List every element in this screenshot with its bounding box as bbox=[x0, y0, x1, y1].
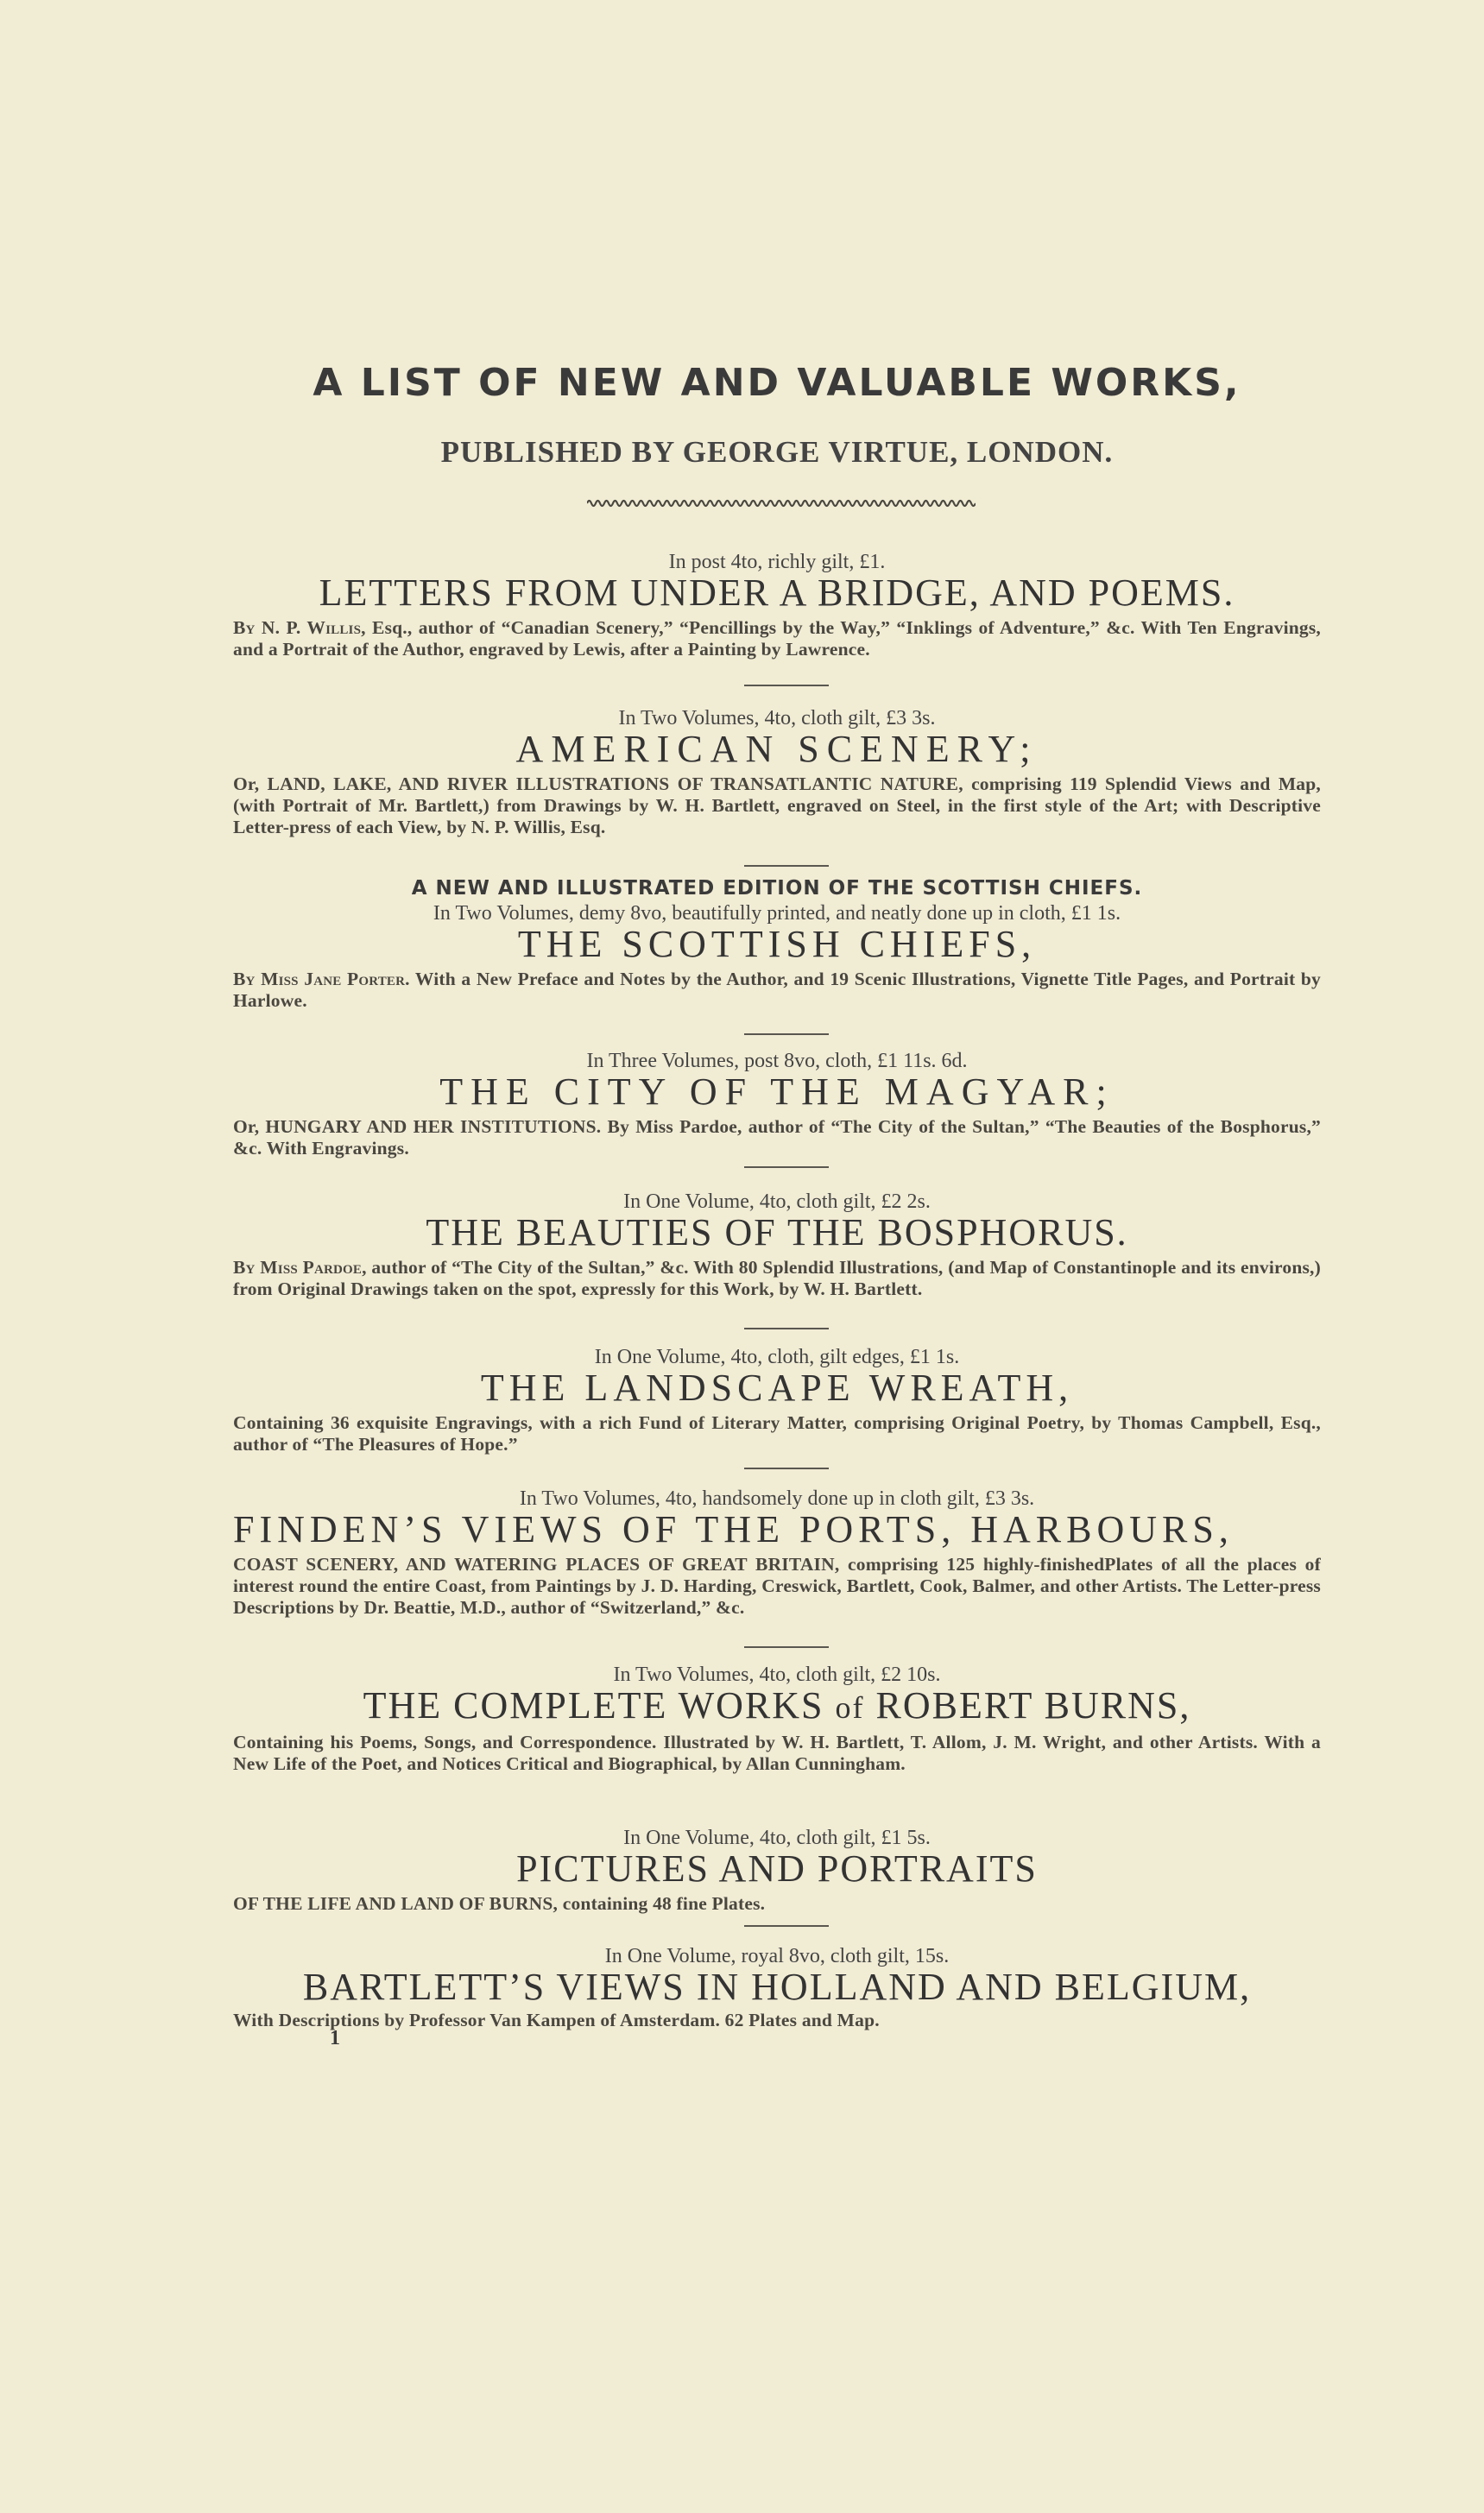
entry-description-text: comprising 125 highly-finishedPlates of all the places of interest round the entire Coast, from Paintings by J. D. Harding, Creswick, Bartlett, Cook, Balmer, and other Artists. The Letter-press Descriptions by Dr. Beattie, M.D., author of “Switzerland,” &c. bbox=[233, 1554, 1321, 1618]
page-number: 1 bbox=[330, 2027, 340, 2049]
entry-title: AMERICAN SCENERY; bbox=[515, 728, 1039, 770]
entry-description bbox=[233, 617, 1321, 660]
entry-price: In Two Volumes, 4to, handsomely done up in cloth gilt, £3 3s. bbox=[519, 1487, 1035, 1510]
entry-findens-views bbox=[233, 1487, 1321, 1619]
entry-title bbox=[233, 1684, 1321, 1727]
entry-price: In One Volume, 4to, cloth gilt, £1 5s. bbox=[623, 1827, 931, 1849]
entry-description bbox=[233, 1257, 1321, 1300]
entry-complete-works-robert-burns bbox=[233, 1663, 1321, 1775]
entry-landscape-wreath bbox=[233, 1345, 1321, 1455]
entry-beauties-of-the-bosphorus bbox=[233, 1190, 1321, 1300]
entry-price: In Two Volumes, demy 8vo, beautifully printed, and neatly done up in cloth, £1 1s. bbox=[433, 902, 1121, 925]
entry-title-of: of bbox=[835, 1690, 865, 1725]
entry-title-part: ROBERT BURNS, bbox=[875, 1684, 1191, 1727]
entry-description-text: his Poems, Songs, and Correspondence. Illustrated by W. H. Bartlett, T. Allom, J. M. Wright, and other Artists. With a New Life of the Poet, and Notices Critical and Biographical, by Allan Cunningham. bbox=[233, 1732, 1321, 1774]
section-divider bbox=[744, 1033, 829, 1035]
entry-price: In One Volume, royal 8vo, cloth gilt, 15s. bbox=[604, 1945, 950, 1967]
entry-letters-from-under-a-bridge bbox=[233, 550, 1321, 660]
entry-description-text: Descriptions by Professor Van Kampen of Amsterdam. 62 Plates and Map. bbox=[278, 2010, 880, 2030]
entry-description-lead: Containing bbox=[233, 1412, 324, 1433]
entry-price: In One Volume, 4to, cloth, gilt edges, £1 1s. bbox=[594, 1346, 960, 1368]
section-divider bbox=[744, 865, 829, 867]
wavy-ornament bbox=[587, 496, 976, 510]
entry-description-lead: By Miss Pardoe, bbox=[233, 1257, 367, 1278]
entry-title-part: THE COMPLETE WORKS bbox=[363, 1684, 824, 1727]
entry-description bbox=[233, 1893, 1321, 1915]
entry-description bbox=[233, 969, 1321, 1012]
entry-description-lead: Or, LAND, LAKE, AND RIVER ILLUSTRATIONS OF TRANSATLANTIC NATURE, bbox=[233, 773, 963, 794]
entry-pictures-and-portraits bbox=[233, 1826, 1321, 1915]
entry-city-of-the-magyar bbox=[233, 1049, 1321, 1159]
section-divider bbox=[744, 685, 829, 686]
publisher-subtitle: PUBLISHED BY GEORGE VIRTUE, LONDON. bbox=[440, 435, 1114, 469]
section-divider bbox=[744, 1925, 829, 1927]
entry-title: PICTURES AND PORTRAITS bbox=[516, 1847, 1038, 1890]
entry-description bbox=[233, 2010, 1321, 2031]
entry-description-lead: By N. P. Willis, bbox=[233, 617, 366, 638]
entry-headline: A NEW AND ILLUSTRATED EDITION OF THE SCOTTISH CHIEFS. bbox=[411, 877, 1143, 900]
entry-price: In post 4to, richly gilt, £1. bbox=[668, 551, 886, 573]
entry-description-lead: COAST SCENERY, AND WATERING PLACES OF GREAT BRITAIN, bbox=[233, 1554, 840, 1575]
entry-american-scenery bbox=[233, 706, 1321, 838]
entry-description-text: comprising 119 Splendid Views and Map, (with Portrait of Mr. Bartlett,) from Drawings by W. H. Bartlett, engraved on Steel, in the first style of the Art; with Descriptive Letter-press of each View, by N. P. Willis, Esq. bbox=[233, 773, 1321, 837]
page-title: A LIST OF NEW AND VALUABLE WORKS, bbox=[313, 361, 1241, 405]
section-divider bbox=[744, 1328, 829, 1329]
entry-description-text: Esq., author of “Canadian Scenery,” “Pencillings by the Way,” “Inklings of Adventure,” &c. With Ten Engravings, and a Portrait of the Author, engraved by Lewis, after a Painting by Lawrence. bbox=[233, 617, 1321, 660]
entry-description bbox=[233, 1412, 1321, 1455]
entry-title: THE CITY OF THE MAGYAR; bbox=[439, 1070, 1115, 1113]
entry-price: In One Volume, 4to, cloth gilt, £2 2s. bbox=[623, 1190, 931, 1213]
entry-description-lead: OF THE LIFE AND LAND OF BURNS, bbox=[233, 1893, 559, 1914]
entry-title: LETTERS FROM UNDER A BRIDGE, AND POEMS. bbox=[319, 571, 1235, 614]
entry-description-text: With a New Preface and Notes by the Author, and 19 Scenic Illustrations, Vignette Title Pages, and Portrait by Harlowe. bbox=[233, 969, 1322, 1011]
entry-description-text: containing 48 fine Plates. bbox=[562, 1893, 766, 1914]
section-divider bbox=[744, 1468, 829, 1469]
entry-price: In Two Volumes, 4to, cloth gilt, £2 10s. bbox=[613, 1664, 941, 1686]
entry-title: THE LANDSCAPE WREATH, bbox=[480, 1367, 1074, 1409]
entry-description-lead: Containing bbox=[233, 1732, 324, 1752]
entry-description-lead: By Miss Jane Porter. bbox=[233, 969, 410, 989]
section-divider bbox=[744, 1166, 829, 1168]
entry-title: FINDEN’S VIEWS OF THE PORTS, HARBOURS, bbox=[233, 1508, 1234, 1550]
entry-description bbox=[233, 773, 1321, 838]
entry-description-lead: With bbox=[233, 2010, 275, 2030]
entry-title: BARTLETT’S VIEWS IN HOLLAND AND BELGIUM, bbox=[302, 1966, 1252, 2008]
entry-description bbox=[233, 1116, 1321, 1159]
entry-title: THE BEAUTIES OF THE BOSPHORUS. bbox=[426, 1211, 1128, 1253]
entry-description-text: 36 exquisite Engravings, with a rich Fund of Literary Matter, comprising Original Poetry, by Thomas Campbell, Esq., author of “The Pleasures of Hope.” bbox=[233, 1412, 1321, 1455]
entry-description-text: By Miss Pardoe, author of “The City of the Sultan,” “The Beauties of the Bosphorus,” &c. With Engravings. bbox=[233, 1116, 1321, 1159]
entry-description-lead: Or, HUNGARY AND HER INSTITUTIONS. bbox=[233, 1116, 602, 1137]
entry-description bbox=[233, 1732, 1321, 1775]
entry-bartletts-views-holland-belgium bbox=[233, 1944, 1321, 2031]
entry-title: THE SCOTTISH CHIEFS, bbox=[517, 923, 1037, 965]
entry-description-text: author of “The City of the Sultan,” &c. With 80 Splendid Illustrations, (and Map of Constantinople and its environs,) from Original Drawings taken on the spot, expressly for this Work, by W. H. Bartlett. bbox=[233, 1257, 1321, 1299]
section-divider bbox=[744, 1646, 829, 1648]
entry-description bbox=[233, 1554, 1321, 1619]
entry-price: In Three Volumes, post 8vo, cloth, £1 11s. 6d. bbox=[586, 1050, 968, 1072]
entry-scottish-chiefs bbox=[233, 875, 1321, 1012]
entry-price: In Two Volumes, 4to, cloth gilt, £3 3s. bbox=[618, 707, 936, 729]
